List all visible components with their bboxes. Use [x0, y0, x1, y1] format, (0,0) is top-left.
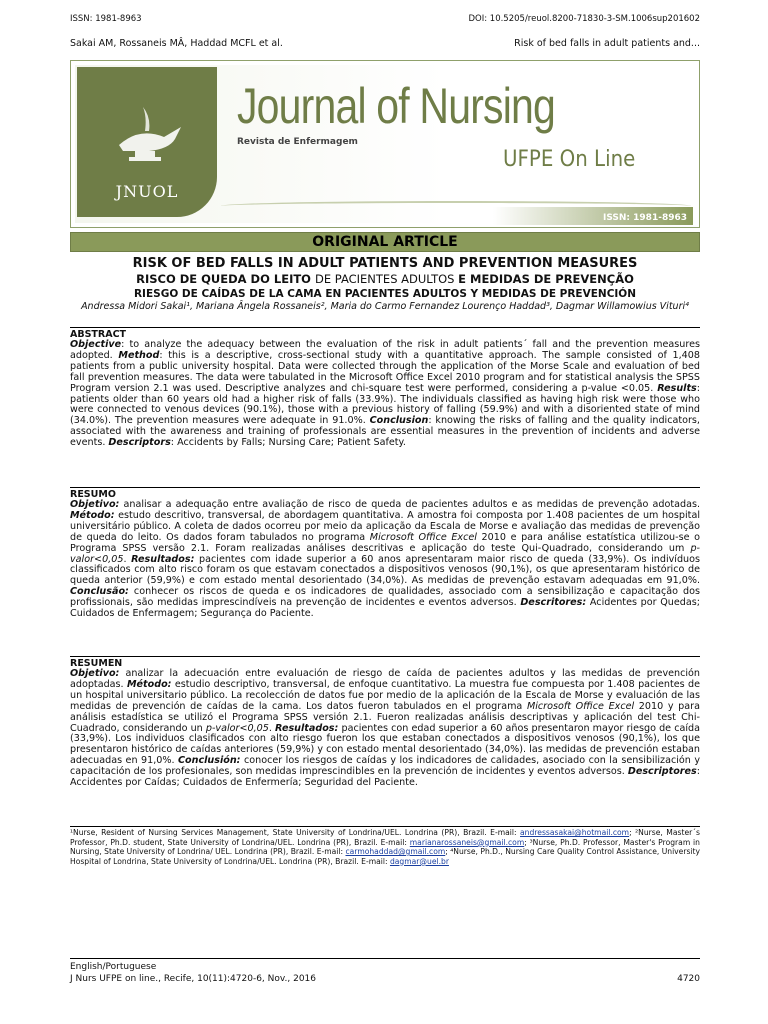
journal-title: Journal of Nursing — [237, 78, 555, 134]
doi-text: DOI: 10.5205/reuol.8200-71830-3-SM.1006sup201602 — [468, 14, 700, 24]
email-link-4[interactable]: dagmar@uel.br — [389, 856, 449, 866]
email-link-1[interactable]: andressasakai@hotmail.com — [520, 828, 630, 837]
issn-text: ISSN: 1981-8963 — [70, 14, 142, 24]
lamp-icon — [109, 97, 189, 167]
title-portuguese: RISCO DE QUEDA DO LEITO DE PACIENTES ADULTOS E MEDIDAS DE PREVENÇÃO — [136, 272, 634, 286]
abstract-heading: ABSTRACT — [70, 327, 700, 340]
journal-logo — [77, 67, 217, 217]
top-header — [70, 14, 700, 24]
title-english: RISK OF BED FALLS IN ADULT PATIENTS AND PREVENTION MEASURES — [132, 256, 638, 271]
journal-subtitle: Revista de Enfermagem — [237, 137, 358, 147]
resumen-body: Objetivo: analizar la adecuación entre evaluación de riesgo de caída de pacientes adultos y las medidas de prevención adoptadas. Método: estudio descriptivo, transversal, de enfoque cuantitativo. La muestra fue compuesta por 1.408 pacientes de un hospital universitario público. La recolección de datos fue por medio de la aplicación de la Escala de Morse y evaluación de las medidas de prevención de caídas de la cama. Los datos fueron tabulados en el programa Microsoft Office Excel 2010 y para análisis estadística se utilizó el Programa SPSS versión 2.1. Fueron realizadas análisis descriptivas y aplicación del test Chi-Cuadrado, considerando un p-valor<0,05. Resultados: pacientes con edad superior a 60 años presentaron mayor riesgo de caída (33,9%). Los individuos clasificados con alto riesgo fueron los que estaban conectados a dispositivos venosos (90,1%), los que presentaron histórico de caídas anteriores (59,9%) y con estado mental desorientado (34,0%). las medidas de prevención estaban adecuadas en 91,0%. Conclusión: conocer los riesgos de caídas y los indicadores de calidades, asociado con la sensibilización y capacitación de los profesionales, son medidas imprescindibles en la prevención de incidentes y eventos adversos. Descriptores: Accidentes por Caídas; Cuidados de Enfermería; Seguridad del Paciente. — [70, 668, 700, 789]
footer-language: English/Portuguese — [70, 962, 157, 972]
authors-short: Sakai AM, Rossaneis MÂ, Haddad MCFL et al. — [70, 38, 283, 49]
resumo-heading: RESUMO — [70, 487, 700, 500]
short-title: Risk of bed falls in adult patients and... — [514, 38, 700, 49]
footer-rule — [70, 958, 700, 959]
email-link-2[interactable]: marianarossaneis@gmail.com — [409, 837, 525, 847]
resumen-heading: RESUMEN — [70, 656, 700, 669]
abstract-body: Objective: to analyze the adequacy between the evaluation of the risk in adult patients´ fall and the prevention measures adopted. Method: this is a descriptive, cross-sectional study with a quantitative approach. The sample consisted of 1,408 patients from a public university hospital. Data were collected through the application of the Morse Scale and evaluation of bed fall prevention measures. The data were tabulated in the Microsoft Office Excel 2010 program and for statistical analysis the SPSS Program version 2.1 was used. Descriptive analyzes and chi-square test were performed, considering a p-value <0.05. Results: patients older than 60 years old had a higher risk of falls (33.9%). The individuals classified as having high risk were those who were connected to venous devices (90.1%), those with a previous history of falling (59.9%) and with a disoriented state of mind (34.0%). The prevention measures were adequate in 91.0%. Conclusion: knowing the risks of falling and the quality indicators, associated with the awareness and training of professionals are essential measures in the prevention of incidents and adverse events. Descriptors: Accidents by Falls; Nursing Care; Patient Safety. — [70, 339, 700, 449]
resumo-body: Objetivo: analisar a adequação entre avaliação de risco de queda de pacientes adultos e as medidas de prevenção adotadas. Método: estudo descritivo, transversal, de abordagem quantitativa. A amostra foi composta por 1.408 pacientes de um hospital universitário público. A coleta de dados ocorreu por meio da aplicação da Escala de Morse e avaliação das medidas de prevenção de queda do leito. Os dados foram tabulados no programa Microsoft Office Excel 2010 e para análise estatística utilizou-se o Programa SPSS versão 2.1. Foram realizadas análises descritivas e aplicação do teste Qui-Quadrado, considerando um p-valor<0,05. Resultados: pacientes com idade superior a 60 anos apresentaram maior risco de queda (33,9%). Os indivíduos classificados com alto risco foram os que estavam conectados a dispositivos venosos (90,1%), os que apresentaram histórico de queda anterior (59,9%) e com estado mental desorientado (34,0%). As medidas de prevenção estavam adequadas em 91,0%. Conclusão: conhecer os riscos de queda e os indicadores de qualidades, associado com a sensibilização e capacitação dos profissionais, são medidas imprescindíveis na prevenção de incidentes e eventos adversos. Descritores: Acidentes por Quedas; Cuidados de Enfermagem; Segurança do Paciente. — [70, 499, 700, 620]
running-header — [70, 38, 700, 49]
journal-ufpe: UFPE On Line — [503, 147, 636, 172]
author-footnotes: ¹Nurse, Resident of Nursing Services Management, State University of Londrina/UEL. Londrina (PR), Brazil. E-mail: andressasakai@hotmail.com; ²Nurse, Master´s Professor, Ph.D. student, State University of Londrina/UEL. Londrina (PR), Brazil. E-mail: marianarossaneis@gmail.com; ³Nurse, Ph.D. Professor, Master's Program in Nursing, State University of Londrina/ UEL. Londrina (PR), Brazil. E-mail: carmohaddad@gmail.com; ⁴Nurse, Ph.D., Nursing Care Quality Control Assistance, University Hospital of Londrina, State University of Londrina/UEL. Londrina (PR), Brazil. E-mail: dagmar@uel.br — [70, 828, 701, 866]
email-link-3[interactable]: carmohaddad@gmail.com — [345, 847, 446, 856]
logo-text: JNUOL — [115, 182, 179, 201]
page-number: 4720 — [677, 974, 700, 984]
banner-issn: ISSN: 1981-8963 — [602, 213, 687, 223]
footer-citation-row — [70, 974, 700, 984]
author-list: Andressa Midori Sakai¹, Mariana Ângela Rossaneis², Maria do Carmo Fernandez Lourenço Haddad³, Dagmar Willamowius Vituri⁴ — [81, 301, 689, 312]
journal-banner — [70, 60, 700, 228]
article-type: ORIGINAL ARTICLE — [70, 232, 700, 252]
footer-citation: J Nurs UFPE on line., Recife, 10(11):4720-6, Nov., 2016 — [70, 974, 317, 984]
title-spanish: RIESGO DE CAÍDAS DE LA CAMA EN PACIENTES ADULTOS Y MEDIDAS DE PREVENCIÓN — [133, 288, 637, 300]
